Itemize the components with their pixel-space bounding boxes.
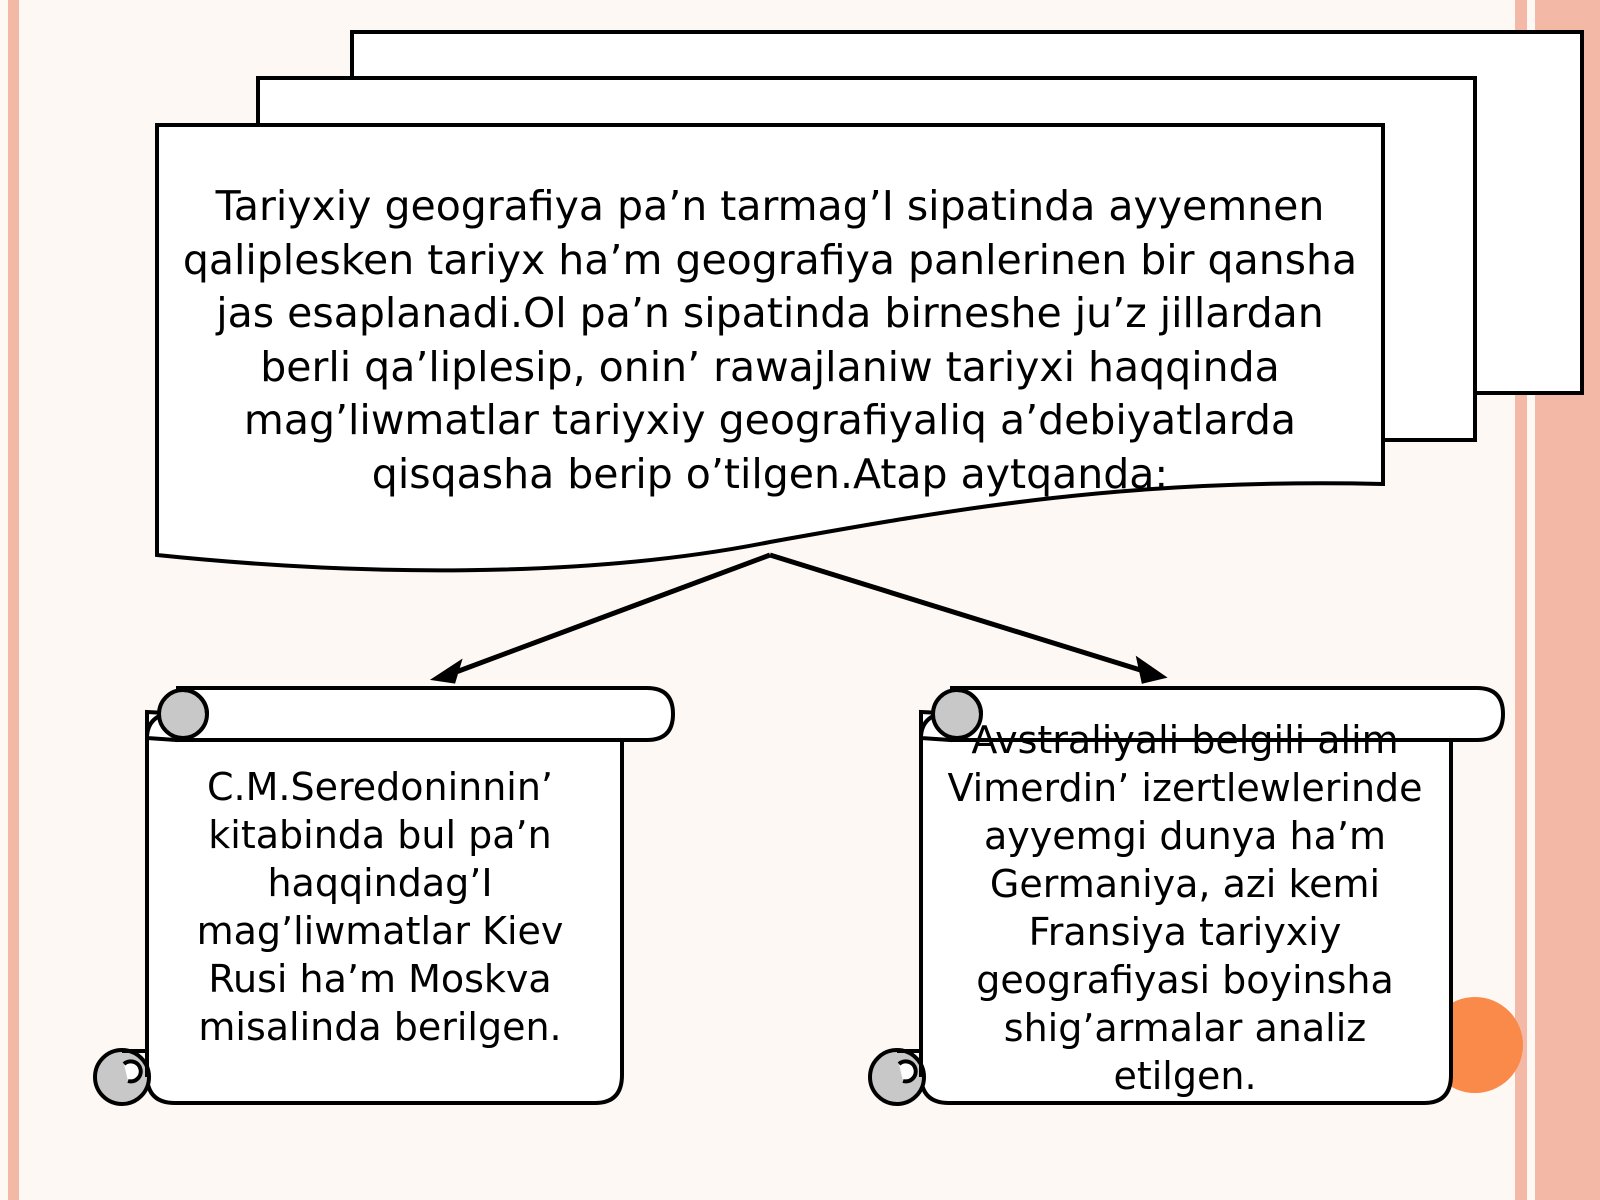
right-scroll-text-line: Germaniya, azi kemi [989,862,1381,906]
right-scroll-text-line: ayyemgi dunya ha’m [983,814,1387,858]
right-scroll-text-line: Vimerdin’ izertlewlerinde [947,766,1423,810]
right-scroll-text-line: Avstraliyali belgili alim [971,718,1399,762]
left-scroll-text-line: kitabinda bul pa’n [208,813,552,857]
right-arrow [770,555,1164,682]
left-scroll-text-line: misalinda berilgen. [198,1005,562,1049]
main-text-line: berli qa’liplesip, onin’ rawajlaniw tariyxi haqqinda [260,342,1280,391]
left-arrow [434,555,770,682]
left-scroll-text-line: mag’liwmatlar Kiev [196,909,564,953]
main-text-line: qisqasha berip o’tilgen.Atap aytqanda: [371,449,1169,498]
right-scroll-text [930,716,1440,1100]
main-text-line: jas esaplanadi.Ol pa’n sipatinda birneshe ju’z jillardan [216,289,1324,337]
left-scroll-text-line: haqqindag’I [267,861,493,905]
right-scroll-text-line: etilgen. [1113,1054,1257,1098]
main-text-line: qaliplesken tariyx ha’m geografiya panlerinen bir qansha [182,235,1358,284]
left-scroll-text [180,763,580,1051]
main-document-text [170,180,1370,501]
right-scroll-text-line: shig’armalar analiz [1003,1006,1367,1050]
left-scroll-text-line: C.M.Seredoninnin’ [206,765,554,809]
main-text-line: mag’liwmatlar tariyxiy geografiyaliq a’debiyatlarda [243,396,1297,444]
left-scroll-text-line: Rusi ha’m Moskva [208,957,552,1001]
main-text-line: Tariyxiy geografiya pa’n tarmag’I sipatinda ayyemnen [215,182,1325,230]
right-scroll-text-line: Fransiya tariyxiy [1028,910,1342,954]
right-scroll-text-line: geografiyasi boyinsha [976,958,1394,1002]
left-border-stripe [8,0,19,1200]
